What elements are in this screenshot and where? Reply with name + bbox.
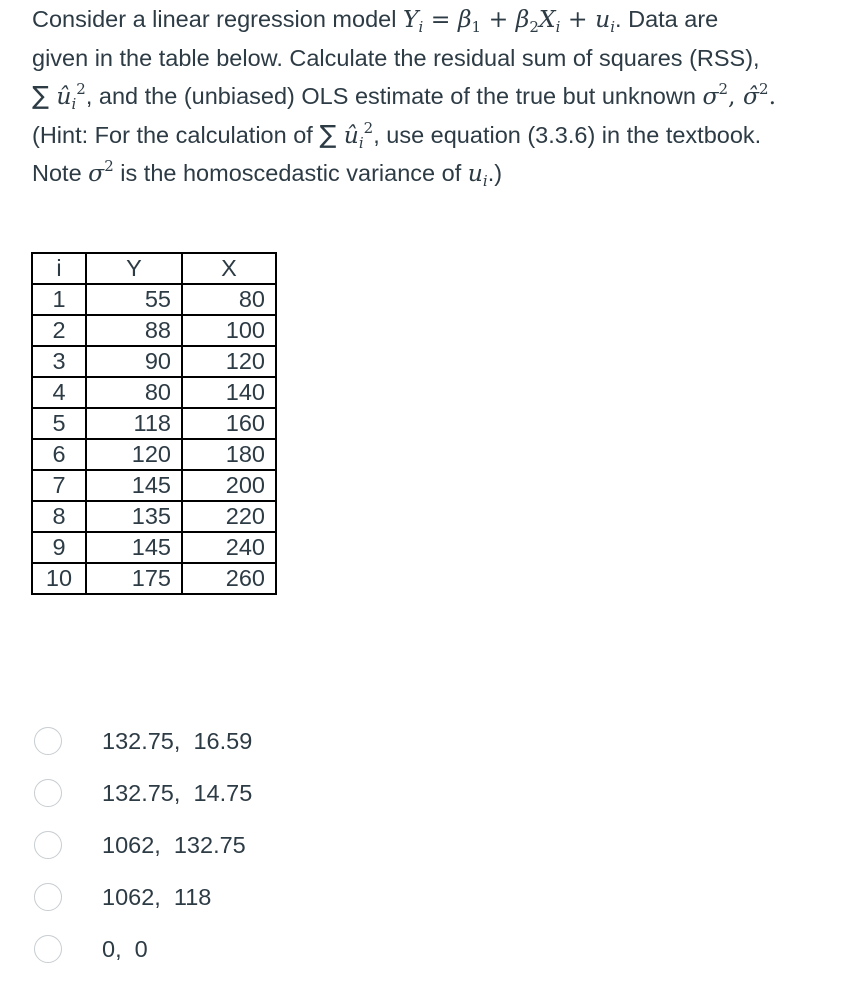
table-cell: 3 [32, 346, 86, 377]
table-cell: 2 [32, 315, 86, 346]
answer-option-label[interactable]: 1062, 132.75 [102, 831, 246, 858]
table-cell: 9 [32, 532, 86, 563]
table-cell: 140 [182, 377, 276, 408]
answer-option-label[interactable]: 0, 0 [102, 935, 148, 962]
table-row [32, 284, 276, 315]
question-text-part: is the homoscedastic variance of [113, 160, 468, 186]
radio-button[interactable] [34, 935, 62, 963]
answer-option-label[interactable]: 1062, 118 [102, 883, 212, 910]
question-text [32, 0, 852, 193]
question-line-2: given in the table below. Calculate the residual sum of squares (RSS), [32, 44, 760, 71]
answer-option[interactable] [34, 819, 252, 871]
table-cell: 5 [32, 408, 86, 439]
table-cell: 145 [86, 532, 182, 563]
table-cell: 145 [86, 470, 182, 501]
table-cell: 120 [182, 346, 276, 377]
table-cell: 160 [182, 408, 276, 439]
table-row [32, 408, 276, 439]
table-header-cell: X [182, 253, 276, 284]
table-row [32, 470, 276, 501]
table-cell: 6 [32, 439, 86, 470]
question-line-4 [32, 116, 852, 155]
table-row [32, 501, 276, 532]
answer-option[interactable] [34, 715, 252, 767]
table-row [32, 563, 276, 594]
table-row [32, 346, 276, 377]
table-header-row [32, 253, 276, 284]
table-cell: 118 [86, 408, 182, 439]
table-cell: 175 [86, 563, 182, 594]
table-cell: 180 [182, 439, 276, 470]
rss-formula: ∑ $û_i^2$ [32, 80, 86, 113]
question-text-part: , and the (unbiased) OLS estimate of the true but unknown [85, 83, 703, 109]
radio-button[interactable] [34, 883, 62, 911]
answer-options [34, 715, 252, 975]
table-cell: 80 [86, 377, 182, 408]
question-line-1 [32, 0, 852, 39]
table-cell: 1 [32, 284, 86, 315]
table-row [32, 439, 276, 470]
question-text-part: , use equation (3.3.6) in the textbook. [373, 121, 762, 148]
table-cell: 10 [32, 563, 86, 594]
answer-option[interactable] [34, 923, 252, 975]
data-table [31, 252, 277, 595]
table-row [32, 532, 276, 563]
table-cell: 240 [182, 532, 276, 563]
table-cell: 120 [86, 439, 182, 470]
table-row [32, 315, 276, 346]
question-line-5 [32, 154, 852, 193]
table-cell: 7 [32, 470, 86, 501]
table-header-cell: Y [86, 253, 182, 284]
radio-button[interactable] [34, 727, 62, 755]
answer-option[interactable] [34, 871, 252, 923]
error-term-symbol: $u_i$ [467, 159, 488, 190]
rss-formula: ∑ $û_i^2$ [319, 118, 374, 152]
table-cell: 100 [182, 315, 276, 346]
answer-option-label[interactable]: 132.75, 14.75 [102, 779, 253, 806]
table-header-cell: i [32, 253, 86, 284]
table-cell: 135 [86, 501, 182, 532]
question-text-part: . Data are [615, 6, 719, 32]
radio-button[interactable] [34, 831, 62, 859]
question-text-part: .) [487, 160, 503, 186]
model-equation: $Y_i = \beta_1 + \beta_2X_i + u_i$ [402, 5, 616, 36]
question-line-3 [32, 77, 852, 116]
table-cell: 55 [86, 284, 182, 315]
table-cell: 88 [86, 315, 182, 346]
table-cell: 220 [182, 501, 276, 532]
sigma-symbols: $\sigma^2$, σ̂$^2$. [702, 80, 777, 110]
sigma-symbol: $\sigma^2$ [88, 157, 114, 187]
radio-button[interactable] [34, 779, 62, 807]
question-text-part: Consider a linear regression model [32, 6, 403, 32]
table-cell: 260 [182, 563, 276, 594]
answer-option-label[interactable]: 132.75, 16.59 [102, 727, 253, 754]
table-cell: 200 [182, 470, 276, 501]
table-row [32, 377, 276, 408]
answer-option[interactable] [34, 767, 252, 819]
table-cell: 4 [32, 377, 86, 408]
table-cell: 8 [32, 501, 86, 532]
question-text-part: Note [32, 160, 89, 186]
table-cell: 80 [182, 284, 276, 315]
question-text-part: (Hint: For the calculation of [32, 121, 320, 148]
table-cell: 90 [86, 346, 182, 377]
